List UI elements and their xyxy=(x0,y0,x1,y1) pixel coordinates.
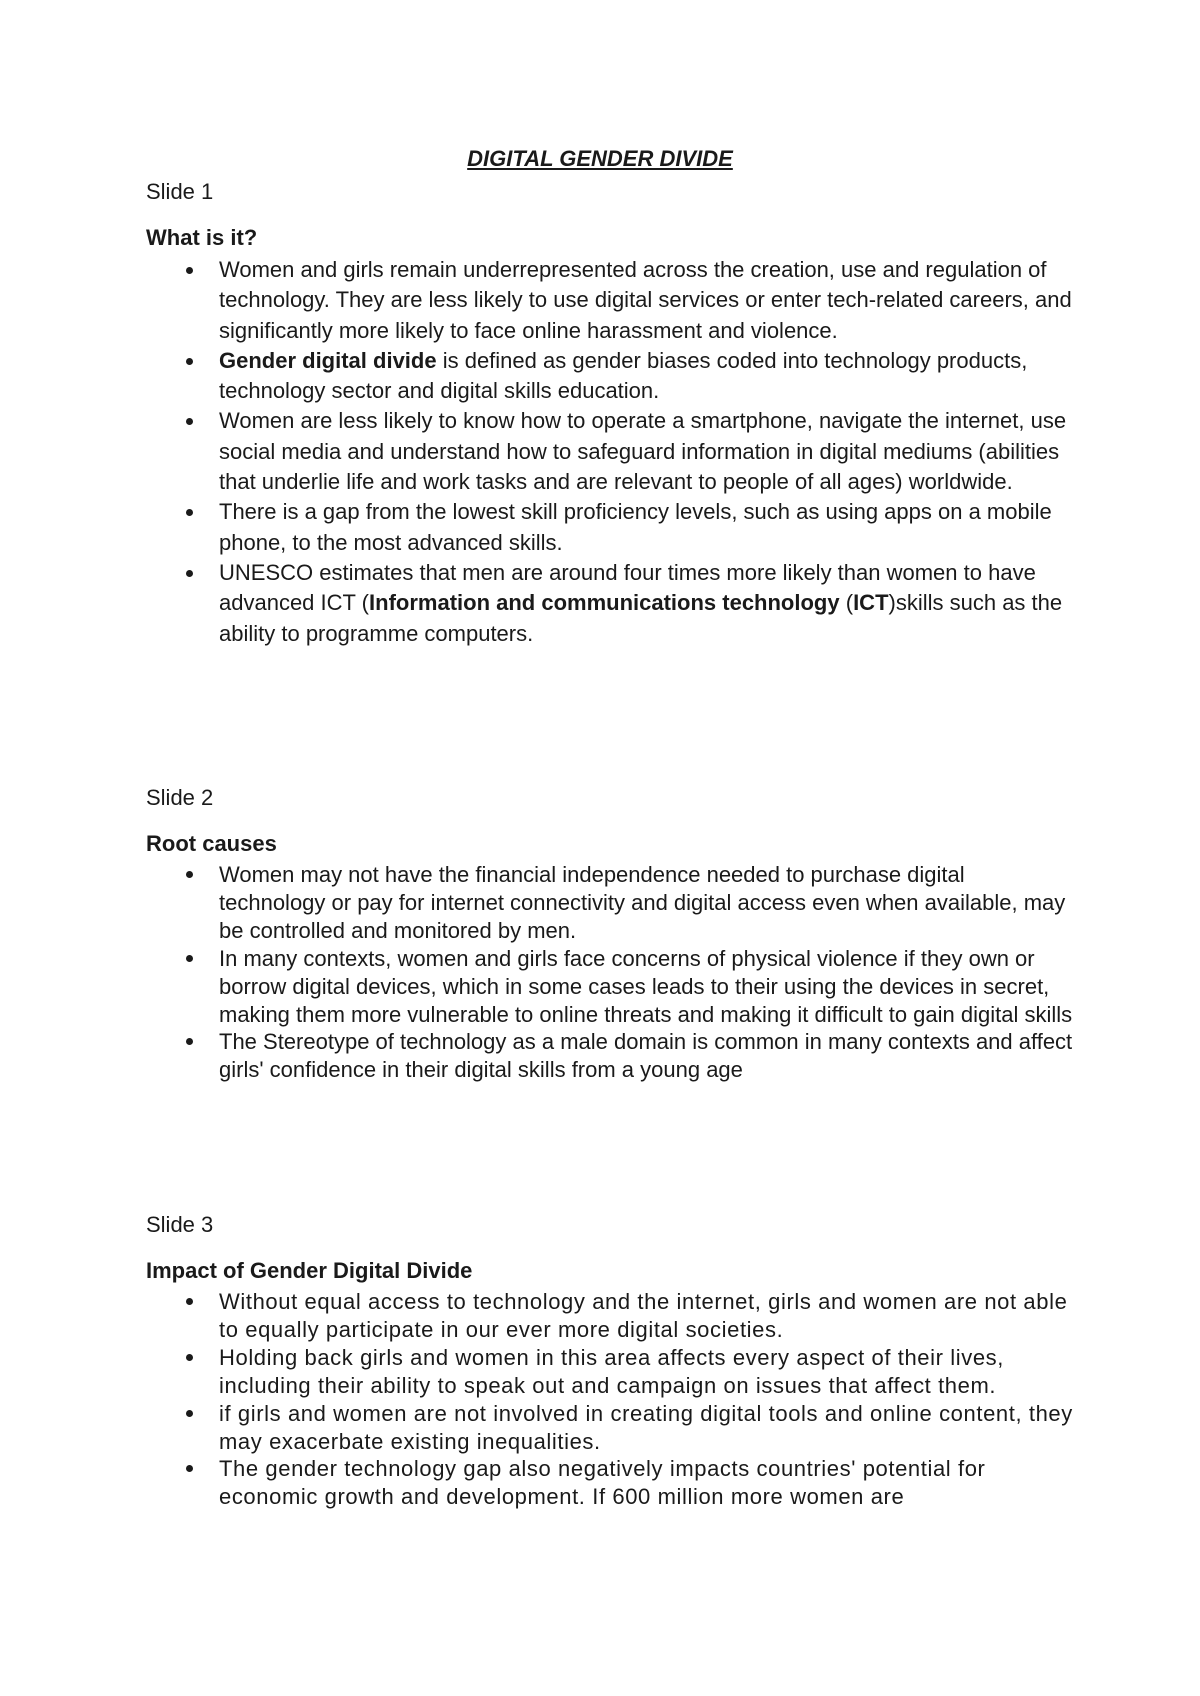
slide-1-section xyxy=(146,177,1076,649)
slide-2-label: Slide 2 xyxy=(146,785,214,810)
bullet-text: There is a gap from the lowest skill proficiency levels, such as using apps on a mobile phone, to the most advanced skills. xyxy=(219,499,1052,555)
bold-term: Gender digital divide xyxy=(219,347,437,373)
bullet-text: )skills such as the ability to programme computers. xyxy=(219,590,1063,646)
list-item xyxy=(146,255,1076,346)
document-title: DIGITAL GENDER DIVIDE xyxy=(467,146,733,171)
list-item: The Stereotype of technology as a male domain is common in many contexts and affect girls' confidence in their digital skills from a young age xyxy=(146,1028,1076,1084)
list-item: Holding back girls and women in this area affects every aspect of their lives, including their ability to speak out and campaign on issues that affect them. xyxy=(146,1344,1076,1400)
slide-3-label: Slide 3 xyxy=(146,1212,214,1237)
list-item xyxy=(146,558,1076,649)
list-item: Women may not have the financial independence needed to purchase digital technology or pay for internet connectivity and digital access even when available, may be controlled and monitored by men. xyxy=(146,861,1076,945)
list-item: if girls and women are not involved in creating digital tools and online content, they may exacerbate existing inequalities. xyxy=(146,1400,1076,1456)
slide-3-bullet-list xyxy=(146,1288,1076,1511)
list-item xyxy=(146,497,1076,558)
bullet-text: Women are less likely to know how to operate a smartphone, navigate the internet, use social media and understand how to safeguard information in digital mediums (abilities that underlie life and work tasks and are relevant to people of all ages) worldwide. xyxy=(219,408,1067,495)
slide-1-heading: What is it? xyxy=(146,225,258,250)
slide-2-section xyxy=(146,783,1076,1084)
bold-term: Information and communications technology xyxy=(369,590,840,616)
slide-1-bullet-list xyxy=(146,255,1076,649)
list-item xyxy=(146,346,1076,407)
slide-3-section xyxy=(146,1210,1076,1511)
bullet-text: ( xyxy=(839,590,854,616)
bold-term: ICT xyxy=(853,590,889,616)
slide-2-bullet-list xyxy=(146,861,1076,1084)
bullet-text: is defined as gender biases coded into technology products, technology sector and digital skills education. xyxy=(219,347,1028,404)
slide-1-label: Slide 1 xyxy=(146,179,214,204)
list-item: Without equal access to technology and the internet, girls and women are not able to equally participate in our ever more digital societies. xyxy=(146,1288,1076,1344)
bullet-text: UNESCO estimates that men are around four times more likely than women to have advanced ICT ( xyxy=(219,559,1036,616)
list-item: The gender technology gap also negatively impacts countries' potential for economic growth and development. If 600 million more women are xyxy=(146,1455,1076,1511)
slide-2-heading: Root causes xyxy=(146,831,277,856)
list-item: In many contexts, women and girls face concerns of physical violence if they own or borrow digital devices, which in some cases leads to their using the devices in secret, making them more vulnerable to online threats and making it difficult to gain digital skills xyxy=(146,945,1076,1029)
list-item xyxy=(146,406,1076,497)
bullet-text: Women and girls remain underrepresented across the creation, use and regulation of technology. They are less likely to use digital services or enter tech-related careers, and significantly more likely to face online harassment and violence. xyxy=(219,257,1072,343)
slide-3-heading: Impact of Gender Digital Divide xyxy=(146,1258,473,1283)
